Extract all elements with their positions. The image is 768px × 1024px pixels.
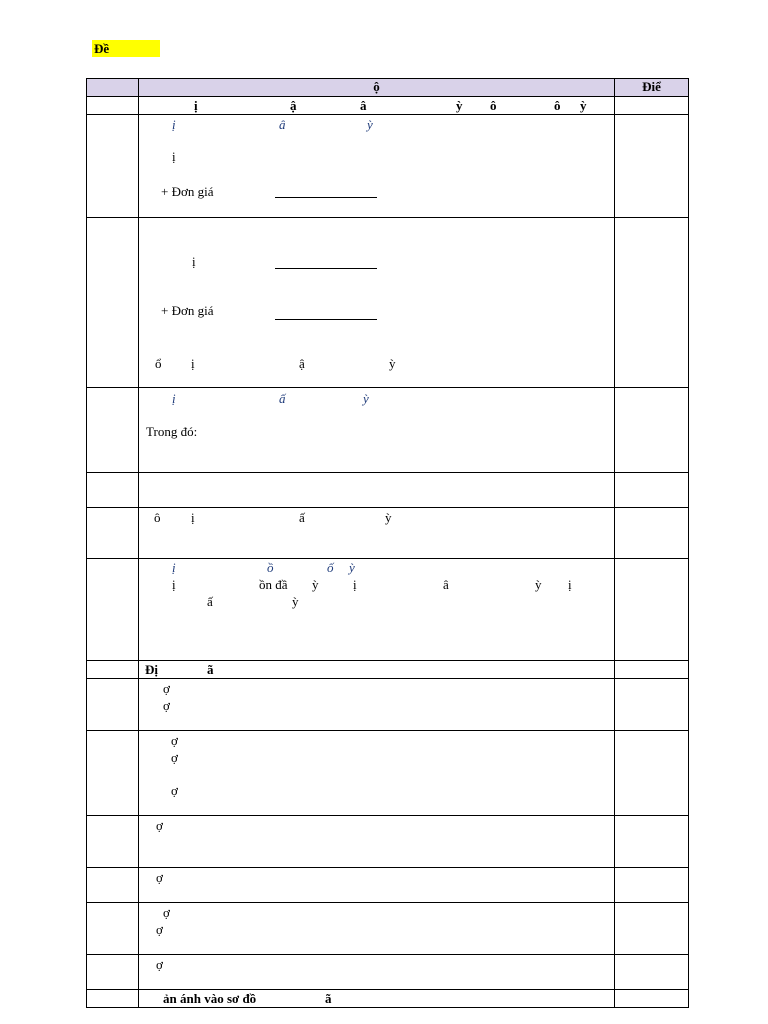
table-row [87,816,689,868]
row-text: ã [325,991,332,1006]
row-score-cell [615,816,689,868]
row-text: Đị [145,662,158,677]
row-text: ợ [163,905,170,920]
row-content-cell [139,990,615,1008]
row-score-cell [615,903,689,955]
row-index-cell [87,473,139,508]
row-text: ỳ [349,560,355,575]
row-text: ị [172,577,176,592]
row-score-cell [615,868,689,903]
row-text: ỳ [385,510,392,525]
row-text: ô [490,98,497,113]
row-text: ợ [163,681,170,696]
row-score-cell [615,559,689,661]
row-content-cell [139,388,615,473]
row-text: â [360,98,367,113]
blank-line [275,197,377,198]
header-content-label: ộ [373,79,380,94]
row-text: ị [192,254,196,269]
row-text: ị [191,510,195,525]
row-index-cell [87,218,139,388]
row-content-cell [139,731,615,816]
table-header-row [87,79,689,97]
row-text: Trong đó: [146,424,198,439]
row-text: ấ [299,510,305,525]
row-content-cell [139,816,615,868]
row-content-cell [139,661,615,679]
row-text: ỳ [292,594,299,609]
row-index-cell [87,731,139,816]
row-index-cell [87,990,139,1008]
row-text: ồ [267,560,274,575]
row-index-cell [87,559,139,661]
blank-line [275,268,377,269]
row-text: ợ [156,870,163,885]
row-text: ỳ [456,98,463,113]
row-text: ợ [156,957,163,972]
row-content-cell [139,679,615,731]
row-index-cell [87,661,139,679]
header-index-cell [87,79,139,97]
row-text: ợ [171,750,178,765]
table-row [87,388,689,473]
header-score-label: Điể [642,79,661,94]
row-text: ấ [207,594,213,609]
document-title: Đề [92,40,160,57]
row-index-cell [87,679,139,731]
row-text: ị [172,560,176,575]
row-score-cell [615,679,689,731]
row-text: ợ [171,733,178,748]
row-score-cell [615,473,689,508]
row-text: ổ [155,356,162,371]
row-text: ậ [290,98,297,113]
row-score-cell [615,218,689,388]
row-index-cell [87,97,139,115]
row-text: ị [353,577,357,592]
row-content-cell [139,508,615,559]
table-row [87,559,689,661]
table-row [87,115,689,218]
row-content-cell [139,115,615,218]
table-row [87,868,689,903]
row-text: ản ánh vào sơ đồ [163,991,257,1006]
row-text: + Đơn giá [161,303,214,318]
row-content-cell [139,559,615,661]
table-row [87,97,689,115]
row-text: ấ [279,391,286,406]
row-text: ỳ [580,98,587,113]
row-text: ị [172,149,176,164]
row-text: ô [554,98,561,113]
row-text: ỳ [312,577,319,592]
row-score-cell [615,508,689,559]
row-score-cell [615,388,689,473]
table-row [87,679,689,731]
row-text: ỳ [363,391,369,406]
row-text: ố [327,560,334,575]
row-text: ã [207,662,214,677]
header-score-cell [615,79,689,97]
row-index-cell [87,388,139,473]
row-score-cell [615,990,689,1008]
table-row [87,661,689,679]
header-content-cell [139,79,615,97]
row-text: ợ [163,698,170,713]
row-text: ị [172,391,176,406]
row-text: ồn đầ [259,577,288,592]
table-row [87,731,689,816]
row-text: ị [568,577,572,592]
row-text: ỳ [367,117,373,132]
row-text: + Đơn giá [161,184,214,199]
table-row [87,955,689,990]
row-score-cell [615,955,689,990]
table-row [87,473,689,508]
table-row [87,218,689,388]
content-table [86,78,689,1008]
table-row [87,903,689,955]
row-text: ậ [299,356,305,371]
row-index-cell [87,816,139,868]
row-content-cell [139,955,615,990]
row-content-cell [139,473,615,508]
row-score-cell [615,115,689,218]
row-text: ỳ [389,356,396,371]
row-score-cell [615,731,689,816]
blank-line [275,319,377,320]
row-text: ợ [171,783,178,798]
row-text: ỳ [535,577,542,592]
table-row [87,990,689,1008]
row-index-cell [87,903,139,955]
row-text: â [443,577,449,592]
row-index-cell [87,115,139,218]
row-index-cell [87,508,139,559]
row-score-cell [615,97,689,115]
table-row [87,508,689,559]
row-text: ợ [156,922,163,937]
row-text: ợ [156,818,163,833]
row-index-cell [87,868,139,903]
row-text: ị [172,117,176,132]
row-content-cell [139,868,615,903]
row-text: ô [154,510,161,525]
row-content-cell [139,903,615,955]
row-index-cell [87,955,139,990]
row-score-cell [615,661,689,679]
row-text: ị [194,98,198,113]
row-text: ị [191,356,195,371]
row-content-cell [139,218,615,388]
row-content-cell [139,97,615,115]
row-text: â [279,117,286,132]
